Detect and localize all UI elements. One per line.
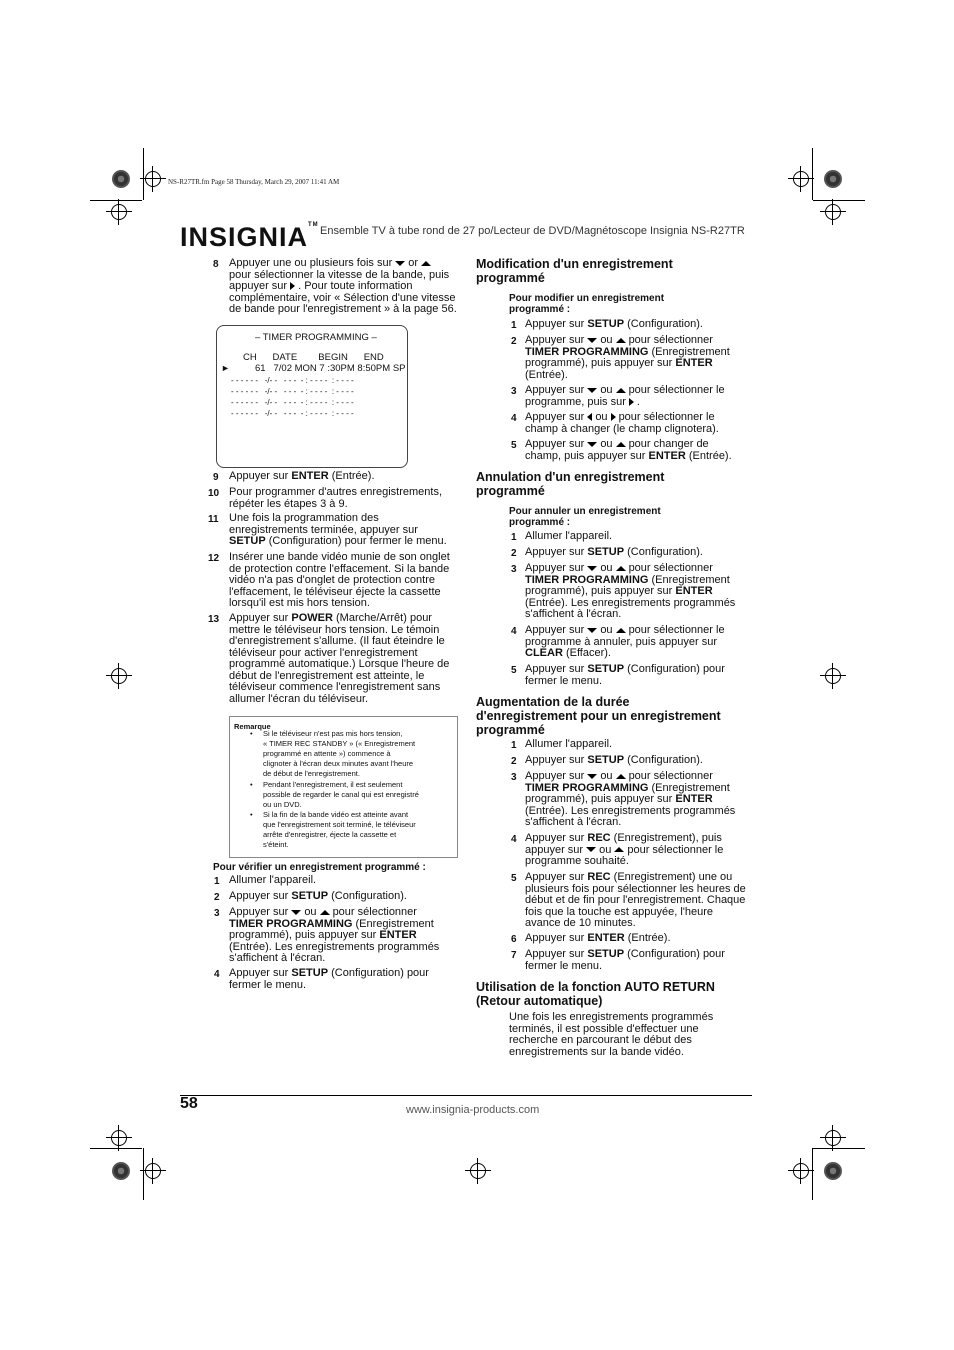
note-bullet-3 (263, 810, 455, 850)
step-text: de bande pour l'enregistrement » à la page 56. (229, 303, 457, 315)
auto-return-paragraph (509, 1012, 753, 1058)
step-text: appuyer sur (229, 280, 288, 292)
cancel-step-1: Allumer l'appareil. (525, 530, 613, 542)
step-text: programmé), puis appuyer sur (525, 357, 673, 369)
step-text: . (636, 395, 640, 408)
step-number: 10 (208, 488, 220, 499)
screen-row: - - - - - - -/- - - - - - : - - - - : - - - - (231, 398, 354, 407)
step-text: lorsqu'il est mis hors tension. (229, 597, 370, 609)
step-text: plusieurs fois pour sélectionner les heures de (525, 882, 746, 895)
key-label: TIMER PROGRAMMING (525, 345, 649, 358)
step-text: (Marche/Arrêt) pour (336, 612, 432, 624)
bullet-icon: • (250, 729, 253, 738)
step-text: fermer le menu. (229, 978, 307, 991)
section-title-cancel (476, 470, 664, 498)
step-number: 9 (213, 472, 219, 483)
key-label: ENTER (587, 932, 625, 944)
down-arrow-icon (291, 910, 301, 915)
registration-mark-icon (825, 668, 841, 684)
step-text: vidéo n'a pas d'onglet de protection contre (229, 574, 436, 586)
bullet-icon: • (250, 780, 253, 789)
step-text: programmé), puis appuyer sur (525, 793, 673, 805)
step-number: 1 (511, 320, 517, 331)
step-10 (229, 487, 469, 510)
step-text: complémentaire, voir « Sélection d'une vitesse (229, 291, 456, 304)
registration-mark-icon (793, 1163, 809, 1179)
extend-step-4 (525, 833, 751, 868)
step-text: Appuyer sur (525, 832, 585, 844)
step-text: (Enregistrement), puis (613, 832, 722, 844)
step-text: Une fois la programmation des (229, 512, 379, 524)
step-text: programme souhaité. (525, 855, 629, 867)
timer-programming-screen (216, 325, 408, 468)
key-label: ENTER (675, 793, 713, 805)
step-number: 5 (511, 665, 517, 676)
step-number: 2 (511, 336, 517, 347)
step-number: 8 (213, 259, 219, 270)
up-arrow-icon (320, 910, 330, 915)
note-text: de début de l'enregistrement. (263, 769, 360, 778)
step-text: Appuyer sur (525, 948, 585, 960)
cancel-step-3 (525, 563, 751, 621)
step-text: (Enregistrement) une ou (613, 871, 733, 883)
screen-row: 61 7/02 MON 7 :30PM 8:50PM SP (255, 363, 406, 374)
up-arrow-icon (616, 338, 626, 343)
step-text: Appuyer sur (525, 754, 585, 766)
up-arrow-icon (616, 628, 626, 633)
step-text: Appuyer sur (525, 932, 585, 944)
step-text: ou (599, 843, 612, 856)
right-arrow-icon (611, 413, 616, 421)
verify-title: Pour vérifier un enregistrement programmé : (213, 862, 426, 873)
registration-mark-icon (825, 1130, 841, 1146)
step-number: 3 (214, 908, 220, 919)
footer-url: www.insignia-products.com (406, 1104, 540, 1116)
step-text: ou (600, 384, 613, 396)
step-number: 5 (511, 873, 517, 884)
subtitle-cancel (509, 506, 661, 528)
note-text: possible de regarder le canal qui est enregistré (263, 790, 419, 799)
step-8 (229, 258, 469, 316)
note-text: Si la fin de la bande vidéo est atteinte avant (263, 810, 409, 819)
key-label: SETUP (229, 535, 266, 547)
step-text: Pour programmer d'autres enregistrements, (229, 486, 443, 498)
step-number: 1 (214, 876, 220, 887)
step-text: allumer l'écran du téléviseur. (229, 692, 369, 705)
key-label: SETUP (587, 754, 625, 766)
screen-row: - - - - - - -/- - - - - - : - - - - : - - - - (231, 376, 354, 385)
extend-step-2 (525, 755, 703, 767)
step-text: fois que la touche est appuyée, l'heure (525, 905, 714, 918)
left-arrow-icon (587, 413, 592, 421)
step-text: d'enregistrement s'allume. (Il faut éteindre le (229, 635, 445, 647)
step-text: Appuyer sur (525, 411, 585, 423)
down-arrow-icon (587, 566, 597, 571)
step-13 (229, 613, 469, 705)
step-text: avance de 10 minutes. (525, 917, 636, 929)
section-title-auto-return (476, 980, 715, 1008)
step-text: (Entrée). Les enregistrements programmés (229, 940, 440, 953)
registration-mark-icon (470, 1163, 486, 1179)
step-text: ou (600, 438, 613, 450)
screen-row: - - - - - - -/- - - - - - : - - - - : - - - - (231, 409, 354, 418)
extend-step-6 (525, 933, 671, 945)
modify-step-3 (525, 385, 751, 408)
title-text: programmé (476, 723, 545, 737)
step-text: pour changer de (628, 438, 709, 450)
step-text: Appuyer sur (525, 562, 585, 574)
down-arrow-icon (587, 628, 597, 633)
step-text: pour sélectionner la vitesse de la bande, puis (229, 268, 450, 281)
key-label: ENTER (675, 585, 713, 597)
registration-mark-icon (793, 171, 809, 187)
extend-step-7 (525, 949, 751, 972)
subtitle-modify (509, 293, 664, 315)
note-box (229, 716, 458, 858)
step-number: 5 (511, 440, 517, 451)
modify-step-4 (525, 412, 751, 435)
step-text: Appuyer sur (525, 624, 585, 636)
extend-step-1: Allumer l'appareil. (525, 738, 613, 750)
step-text: (Configuration). (627, 318, 703, 330)
step-text: (Entrée). (525, 368, 568, 381)
step-text: s'affichent à l'écran. (229, 952, 326, 964)
key-label: ENTER (379, 929, 417, 941)
note-bullet-1 (263, 729, 455, 779)
step-text: Insérer une bande vidéo munie de son onglet (229, 551, 450, 563)
verify-step-1: Allumer l'appareil. (229, 874, 317, 886)
registration-mark-icon (145, 1163, 161, 1179)
note-text: clignoter à l'écran deux minutes avant l'heure (263, 759, 414, 768)
step-text: téléviseur pour activer l'enregistrement (229, 646, 418, 659)
step-9 (229, 471, 469, 483)
key-label: SETUP (587, 948, 625, 960)
title-text: Modification d'un enregistrement (476, 257, 673, 271)
step-text: fermer le menu. (525, 959, 603, 972)
step-number: 11 (208, 514, 219, 525)
key-label: SETUP (291, 890, 329, 902)
step-number: 2 (511, 756, 517, 767)
step-text: pour sélectionner (628, 770, 713, 782)
step-number: 2 (511, 548, 517, 559)
page-number: 58 (180, 1095, 198, 1112)
step-text: Appuyer sur (525, 871, 585, 883)
step-text: pour sélectionner (332, 906, 417, 918)
step-number: 1 (511, 740, 517, 751)
paragraph-line: terminés, il est possible d'effectuer une (509, 1022, 699, 1035)
step-number: 3 (511, 772, 517, 783)
note-text: Si le téléviseur n'est pas mis hors tension, (263, 729, 403, 738)
step-text: ou (600, 562, 613, 574)
key-label: SETUP (587, 546, 625, 558)
verify-step-4 (229, 968, 469, 991)
paragraph-line: enregistrements sur la bande vidéo. (509, 1045, 684, 1058)
color-dot-icon (824, 1162, 842, 1180)
step-11 (229, 513, 469, 548)
step-text: (Entrée). Les enregistrements programmés (525, 596, 736, 609)
title-text: d'enregistrement pour un enregistrement (476, 709, 721, 723)
step-text: (Configuration) pour (627, 663, 725, 675)
step-number: 4 (214, 969, 220, 980)
logo-text: INSIGNIA (180, 222, 309, 252)
key-label: CLEAR (525, 647, 563, 659)
step-text: l'effacement, le téléviseur éjecte la cassette (229, 585, 441, 598)
step-text: Appuyer sur (525, 546, 585, 558)
step-text: pour sélectionner (628, 334, 713, 346)
step-text: Appuyer sur (525, 318, 585, 330)
up-arrow-icon (421, 261, 431, 266)
up-arrow-icon (616, 566, 626, 571)
step-text: Appuyer sur (229, 967, 289, 979)
header-title: Ensemble TV à tube rond de 27 po/Lecteur de DVD/Magnétoscope Insignia NS-R27TR (320, 225, 745, 237)
key-label: POWER (291, 612, 333, 624)
note-text: programmé en attente ») commence à (263, 749, 391, 758)
cancel-step-2 (525, 547, 703, 559)
step-text: programme à annuler, puis appuyer sur (525, 635, 717, 648)
step-text: . Pour toute information (298, 280, 413, 292)
down-arrow-icon (587, 388, 597, 393)
paragraph-line: recherche en parcourant le début des (509, 1034, 692, 1046)
step-text: champ à changer (le champ clignotera). (525, 422, 719, 435)
step-number: 4 (511, 413, 517, 424)
step-text: pour sélectionner le (628, 624, 725, 636)
title-text: programmé (476, 271, 545, 285)
key-label: TIMER PROGRAMMING (525, 781, 649, 794)
step-text: Appuyer sur (229, 890, 289, 902)
subtitle-text: programmé : (509, 304, 571, 315)
registration-mark-icon (111, 668, 127, 684)
step-text: programme, puis sur (525, 395, 626, 408)
step-text: (Configuration) pour (627, 948, 725, 960)
modify-step-1 (525, 319, 703, 331)
step-number: 12 (208, 553, 220, 564)
verify-step-3 (229, 907, 469, 965)
extend-step-5 (525, 872, 753, 930)
step-number: 13 (208, 614, 220, 625)
step-number: 3 (511, 564, 517, 575)
step-text: (Enregistrement (355, 917, 434, 930)
step-text: programmé), puis appuyer sur (525, 585, 673, 597)
down-arrow-icon (395, 261, 405, 266)
step-text: programmé automatique.) Lorsque l'heure de (229, 658, 450, 670)
paragraph-line: Une fois les enregistrements programmés (509, 1011, 714, 1023)
step-text: (Configuration). (627, 754, 703, 766)
step-text: ou (600, 770, 613, 782)
step-number: 1 (511, 532, 517, 543)
right-arrow-icon (290, 282, 295, 290)
color-dot-icon (112, 1162, 130, 1180)
step-number: 3 (511, 386, 517, 397)
up-arrow-icon (616, 774, 626, 779)
insignia-logo (180, 222, 319, 253)
step-text: (Configuration). (331, 890, 407, 902)
step-text: pour sélectionner le (628, 384, 725, 396)
step-text: ou (600, 624, 613, 636)
up-arrow-icon (616, 442, 626, 447)
title-text: programmé (476, 484, 545, 498)
step-text: (Enregistrement (651, 345, 730, 358)
step-text: (Entrée). Les enregistrements programmés (525, 804, 736, 817)
play-arrow-icon: ► (221, 363, 230, 373)
note-bullet-2 (263, 780, 455, 810)
step-text: Appuyer sur (229, 470, 289, 482)
key-label: REC (587, 832, 611, 844)
down-arrow-icon (587, 774, 597, 779)
screen-header-row: CH DATE BEGIN END (243, 352, 384, 363)
registration-mark-icon (145, 171, 161, 187)
step-text: (Configuration) pour fermer le menu. (268, 535, 447, 547)
step-text: pour sélectionner le (618, 411, 715, 423)
footer-rule (180, 1095, 752, 1096)
note-text: « TIMER REC STANDBY » (« Enregistrement (263, 739, 416, 748)
step-text: (Enregistrement (651, 781, 730, 794)
screen-title: – TIMER PROGRAMMING – (255, 332, 377, 343)
step-text: ou (600, 334, 613, 346)
step-text: Appuyer sur (525, 663, 585, 675)
extend-step-3 (525, 771, 751, 829)
step-text: enregistrements terminée, appuyer sur (229, 523, 418, 536)
step-text: ou (304, 906, 317, 918)
key-label: REC (587, 871, 611, 883)
subtitle-text: programmé : (509, 517, 571, 528)
step-text: téléviseur commence l'enregistrement sans (229, 681, 441, 693)
step-number: 4 (511, 626, 517, 637)
title-text: Augmentation de la durée (476, 695, 630, 709)
step-number: 6 (511, 934, 517, 945)
color-dot-icon (112, 170, 130, 188)
key-label: ENTER (675, 357, 713, 369)
note-text: arrête d'enregistrer, éjecte la cassette et (263, 830, 397, 839)
step-text: Appuyer sur (525, 334, 585, 346)
note-text: Pendant l'enregistrement, il est seulement (263, 780, 403, 789)
subtitle-text: Pour annuler un enregistrement (509, 506, 661, 517)
step-text: fermer le menu. (525, 674, 603, 687)
step-text: s'affichent à l'écran. (525, 816, 622, 828)
section-title-modify (476, 257, 673, 285)
note-text: s'éteint. (263, 840, 289, 849)
step-text: (Entrée). (688, 449, 732, 462)
step-number: 2 (214, 892, 220, 903)
up-arrow-icon (614, 847, 624, 852)
step-text: Appuyer sur (525, 438, 585, 450)
step-text: (Effacer). (565, 647, 611, 659)
step-12 (229, 552, 469, 610)
step-number: 4 (511, 834, 517, 845)
logo-tm: TM (308, 222, 319, 228)
step-text: ou (595, 411, 608, 423)
color-dot-icon (824, 170, 842, 188)
subtitle-text: Pour modifier un enregistrement (509, 293, 665, 304)
step-text: s'affichent à l'écran. (525, 608, 622, 620)
step-text: Appuyer sur (525, 384, 585, 396)
title-text: Utilisation de la fonction AUTO RETURN (476, 980, 715, 994)
note-label: Remarque (234, 722, 271, 731)
step-text: début de l'enregistrement est atteinte, le (229, 669, 425, 682)
step-text: Appuyer sur (229, 612, 289, 624)
down-arrow-icon (587, 442, 597, 447)
key-label: TIMER PROGRAMMING (229, 917, 353, 930)
modify-step-5 (525, 439, 751, 462)
down-arrow-icon (587, 338, 597, 343)
step-text: (Entrée). (331, 470, 375, 482)
key-label: SETUP (587, 318, 625, 330)
step-text: (Entrée). (627, 932, 671, 944)
cancel-step-5 (525, 664, 751, 687)
note-text: ou un DVD. (263, 800, 302, 809)
title-text: Annulation d'un enregistrement (476, 470, 665, 484)
step-number: 7 (511, 950, 517, 961)
up-arrow-icon (616, 388, 626, 393)
step-text: Appuyer une ou plusieurs fois sur (229, 257, 393, 269)
file-info: NS-R27TR.fm Page 58 Thursday, March 29, 2007 11:41 AM (168, 178, 340, 186)
step-text: or (408, 257, 419, 269)
registration-mark-icon (111, 1130, 127, 1146)
step-text: Appuyer sur (229, 906, 289, 918)
cancel-step-4 (525, 625, 751, 660)
step-text: appuyer sur (525, 843, 584, 856)
key-label: SETUP (291, 967, 329, 979)
step-text: Appuyer sur (525, 770, 585, 782)
step-text: début et de fin pour l'enregistrement. Chaque (525, 894, 746, 906)
registration-mark-icon (825, 204, 841, 220)
key-label: ENTER (291, 470, 329, 482)
note-text: que l'enregistrement soit terminé, le téléviseur (263, 820, 416, 829)
registration-mark-icon (111, 204, 127, 220)
right-arrow-icon (629, 398, 634, 406)
section-title-extend (476, 695, 721, 737)
step-text: (Configuration) pour (331, 967, 429, 979)
key-label: TIMER PROGRAMMING (525, 573, 649, 586)
key-label: ENTER (648, 449, 686, 462)
modify-step-2 (525, 335, 751, 381)
step-text: répéter les étapes 3 à 9. (229, 497, 348, 510)
screen-row: - - - - - - -/- - - - - - : - - - - : - - - - (231, 387, 354, 396)
verify-step-2 (229, 891, 407, 903)
step-text: (Enregistrement (651, 573, 730, 586)
step-text: pour sélectionner (628, 562, 713, 574)
down-arrow-icon (586, 847, 596, 852)
bullet-icon: • (250, 810, 253, 819)
step-text: programmé), puis appuyer sur (229, 929, 377, 941)
key-label: SETUP (587, 663, 625, 675)
step-text: champ, puis appuyer sur (525, 449, 646, 462)
title-text: (Retour automatique) (476, 994, 603, 1008)
step-text: mettre le téléviseur hors tension. Le témoin (229, 623, 440, 636)
step-text: pour sélectionner le (627, 843, 724, 856)
step-text: de protection contre l'effacement. Si la bande (229, 562, 450, 575)
step-text: (Configuration). (627, 546, 703, 558)
